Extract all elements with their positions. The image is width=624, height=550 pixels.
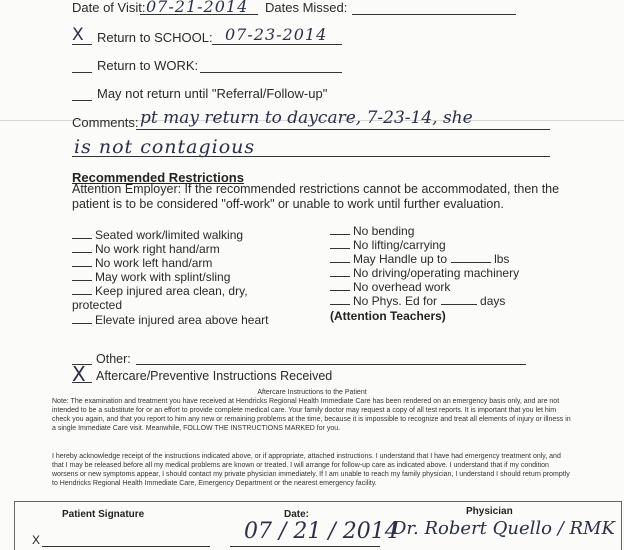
attention-teachers: (Attention Teachers) xyxy=(330,309,446,323)
referral-label: May not return until "Referral/Follow-up" xyxy=(97,86,328,101)
referral-check-line xyxy=(72,100,92,101)
acknowledgement-text: I hereby acknowledge receipt of the instructions indicated above, or if appropriate, attached instructions. I understand that I have had emergency treatment only, and that I may be released before all my medical problems are known or treated. I will arrange for follow-up care as indicated above. I understand that if my condition worsens or new symptoms appear, I should contact my private physician immediately. If I am unable to reach my family physician, I understand I should return promptly to Hendricks Regional Health Immediate Care, Emergency Department or the nearest emergency facility. xyxy=(52,453,570,487)
restriction-handle-up-to: May Handle up to lbs xyxy=(330,252,509,266)
restriction-protected: protected xyxy=(72,298,123,312)
comments-rule-2 xyxy=(72,156,550,157)
restriction-elevate: Elevate injured area above heart xyxy=(72,313,268,327)
restriction-no-lifting: No lifting/carrying xyxy=(330,238,446,252)
restriction-no-driving: No driving/operating machinery xyxy=(330,266,519,280)
employer-note-line1: Attention Employer: If the recommended restrictions cannot be accommodated, then the xyxy=(72,182,560,196)
restrictions-title: Recommended Restrictions xyxy=(72,170,244,185)
aftercare-heading: Aftercare Instructions to the Patient xyxy=(257,389,367,396)
physician-label: Physician xyxy=(466,506,513,517)
restriction-no-bending: No bending xyxy=(330,224,414,238)
comments-rule-1 xyxy=(136,129,550,130)
comments-line1: pt may return to daycare, 7-23-14, she xyxy=(140,108,473,128)
date-of-visit-value: 07-21-2014 xyxy=(146,0,249,16)
restriction-no-overhead: No overhead work xyxy=(330,280,450,294)
school-check-mark: X xyxy=(72,25,84,45)
return-school-value: 07-23-2014 xyxy=(225,25,328,44)
signature-date-value: 07 / 21 / 2014 xyxy=(244,519,399,544)
restriction-seated: Seated work/limited walking xyxy=(72,228,243,242)
date-of-visit-label: Date of Visit: xyxy=(72,0,146,15)
patient-sign-line xyxy=(42,546,210,547)
physician-signature: Dr. Robert Quello / RMK xyxy=(392,518,615,539)
patient-signature-label: Patient Signature xyxy=(62,509,145,520)
signature-date-label: Date: xyxy=(284,509,310,520)
school-check-line xyxy=(72,44,92,45)
aftercare-check-mark: X xyxy=(72,362,86,386)
date-of-visit-line xyxy=(140,14,258,15)
restriction-left-hand: No work left hand/arm xyxy=(72,256,212,270)
dates-missed-line xyxy=(352,14,516,15)
signature-date-line xyxy=(230,546,380,547)
return-work-line xyxy=(200,72,342,73)
dates-missed-label: Dates Missed: xyxy=(265,0,348,15)
restriction-right-hand: No work right hand/arm xyxy=(72,242,220,256)
return-school-label: Return to SCHOOL: xyxy=(97,30,213,45)
restriction-no-phys-ed: No Phys. Ed for days xyxy=(330,294,505,308)
return-work-label: Return to WORK: xyxy=(97,58,199,73)
restriction-keep-clean: Keep injured area clean, dry, xyxy=(72,284,248,298)
aftercare-label: Aftercare/Preventive Instructions Received xyxy=(96,369,333,383)
comments-label: Comments: xyxy=(72,115,139,130)
return-school-line xyxy=(212,44,342,45)
aftercare-check-line xyxy=(72,382,92,383)
other-line xyxy=(136,364,526,365)
restriction-splint: May work with splint/sling xyxy=(72,270,230,284)
comments-line2: is not contagious xyxy=(74,136,256,158)
aftercare-note: Note: The examination and treatment you have received at Hendricks Regional Health Immediate Care has been rendered on an emergency basis only, and are not intended to be a substitute for or an effort to provide complete medical care. Your family doctor may request a copy of all test reports. It is important that you let him check you again, and that you report to him any new or remaining problems at the time, because it is impossible to recognize and treat all elements of injury or illness in a single Immediate Care visit. Meanwhile, FOLLOW THE INSTRUCTIONS MARKED for you. xyxy=(52,398,571,432)
employer-note-line2: patient is to be considered "off-work" or unable to work until further evaluation. xyxy=(72,197,504,211)
work-check-line xyxy=(72,72,92,73)
other-label: Other: xyxy=(96,352,131,366)
patient-sign-mark: X xyxy=(32,533,41,547)
